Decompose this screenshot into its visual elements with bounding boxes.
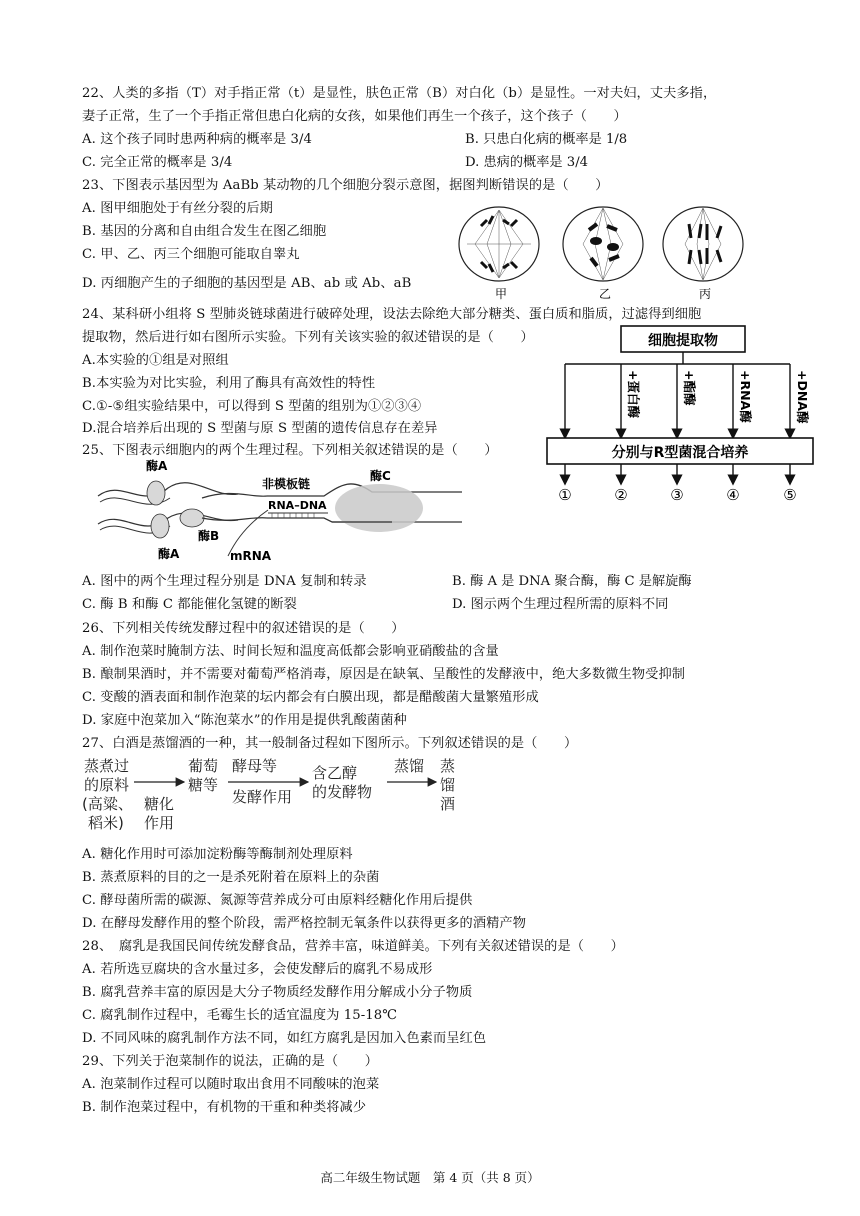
cell-label-bing: 丙 [699,287,712,301]
q28-option-d: D. 不同风味的腐乳制作方法不同，如红方腐乳是因加入色素而呈红色 [82,1031,487,1046]
q22-stem-line1: 22、人类的多指（T）对手指正常（t）是显性，肤色正常（B）对白化（b）是显性。一对夫妇，丈夫多指， [82,86,717,101]
q23-option-d: D. 丙细胞产生的子细胞的基因型是 AB、ab 或 Ab、aB [82,276,412,291]
q25-option-b: B. 酶 A 是 DNA 聚合酶，酶 C 是解旋酶 [452,574,692,589]
flow-raw-2: 的原料 [84,776,130,794]
enzyme-a-top [147,481,165,505]
flow-raw-4: 稻米) [88,814,124,832]
flow-raw-3: (高粱、 [82,795,133,813]
enzyme-b [180,509,204,527]
q24-option-a: A.本实验的①组是对照组 [82,353,229,368]
cell-label-jia: 甲 [495,287,508,301]
q23-option-b: B. 基因的分离和自由组合发生在图乙细胞 [82,224,327,239]
label-mrna: mRNA [230,549,272,563]
q28-option-b: B. 腐乳营养丰富的原因是大分子物质经发酵作用分解成小分子物质 [82,985,473,1000]
flow-ferment-1: 含乙醇 [312,764,358,782]
q28-stem: 28、 腐乳是我国民间传统发酵食品，营养丰富，味道鲜美。下列有关叙述错误的是（ ） [82,939,624,954]
cell-bing [663,207,743,281]
cell-jia [459,207,539,281]
flow-yeast-1: 酵母等 [232,757,278,775]
label-enzyme-a-bottom: 酶A [158,547,180,561]
q22-option-b: B. 只患白化病的概率是 1/8 [465,132,628,147]
label-enzyme-a-top: 酶A [146,459,168,473]
q25-stem: 25、下图表示细胞内的两个生理过程。下列相关叙述错误的是（ ） [82,443,498,458]
culture-label: 分别与R型菌混合培养 [611,445,749,461]
q26-option-b: B. 酿制果酒时，并不需要对葡萄严格消毒，原因是在缺氧、呈酸性的发酵液中，绝大多数微生物受抑制 [82,667,686,682]
experiment-diagram [545,322,817,512]
q27-option-a: A. 糖化作用时可添加淀粉酶等酶制剂处理原料 [82,847,353,862]
q24-option-d: D.混合培养后出现的 S 型菌与原 S 型菌的遗传信息存在差异 [82,421,438,436]
flow-raw-1: 蒸煮过 [84,757,130,775]
q24-stem-line1: 24、某科研小组将 S 型肺炎链球菌进行破碎处理，设法去除绝大部分糖类、蛋白质和脂质，过滤得到细胞 [82,307,702,322]
flow-glucose-2: 糖等 [188,776,219,794]
q22-stem-line2: 妻子正常，生了一个手指正常但患白化病的女孩，如果他们再生一个孩子，这个孩子（ ） [82,109,627,124]
flow-sacch-2: 作用 [144,814,175,832]
enzyme-label-esterase: +酯酶 [682,370,697,406]
q24-option-b: B.本实验为对比实验，利用了酶具有高效性的特性 [82,376,376,391]
cell-yi [563,207,643,281]
q27-stem: 27、白酒是蒸馏酒的一种，其一般制备过程如下图所示。下列叙述错误的是（ ） [82,736,578,751]
enzyme-a-bottom [151,514,169,538]
flow-yeast-2: 发酵作用 [232,788,293,806]
q24-option-c: C.①-⑤组实验结果中，可以得到 S 型菌的组别为①②③④ [82,399,422,414]
flow-ferment-2: 的发酵物 [312,783,373,801]
enzyme-c [335,484,423,532]
flow-distill: 蒸馏 [394,757,425,775]
q26-stem: 26、下列相关传统发酵过程中的叙述错误的是（ ） [82,621,405,636]
flow-liquor-2: 馏 [440,776,456,794]
q22-option-a: A. 这个孩子同时患两种病的概率是 3/4 [82,132,313,147]
flow-sacch-1: 糖化 [144,795,175,813]
cell-label-yi: 乙 [599,287,612,301]
label-nontemplate-strand: 非模板链 [262,477,311,491]
q22-option-d: D. 患病的概率是 3/4 [465,155,589,170]
q24-stem-line2: 提取物，然后进行如右图所示实验。下列有关该实验的叙述错误的是（ ） [82,330,534,345]
flow-glucose-1: 葡萄 [188,757,219,775]
q27-option-d: D. 在酵母发酵作用的整个阶段，需严格控制无氧条件以获得更多的酒精产物 [82,916,526,931]
label-rna-dna: RNA–DNA [268,499,327,512]
q29-stem: 29、下列关于泡菜制作的说法，正确的是（ ） [82,1054,379,1069]
q22-option-c: C. 完全正常的概率是 3/4 [82,155,233,170]
page-footer: 高二年级生物试题 第 4 页（共 8 页） [320,1170,540,1185]
enzyme-label-rnase: +RNA酶 [738,370,753,423]
group-label-5: ⑤ [783,486,797,504]
group-label-4: ④ [726,486,740,504]
q23-option-a: A. 图甲细胞处于有丝分裂的后期 [82,201,273,216]
flow-liquor-1: 蒸 [440,757,456,775]
q25-option-a: A. 图中的两个生理过程分别是 DNA 复制和转录 [82,574,367,589]
q27-option-c: C. 酵母菌所需的碳源、氮源等营养成分可由原料经糖化作用后提供 [82,893,473,908]
q27-option-b: B. 蒸煮原料的目的之一是杀死附着在原料上的杂菌 [82,870,380,885]
group-label-2: ② [614,486,628,504]
q26-option-a: A. 制作泡菜时腌制方法、时间长短和温度高低都会影响亚硝酸盐的含量 [82,644,499,659]
enzyme-label-protease: +蛋白酶 [626,370,641,418]
group-label-3: ③ [670,486,684,504]
q29-option-b: B. 制作泡菜过程中，有机物的干重和种类将减少 [82,1100,367,1115]
cell-division-diagram [455,198,755,302]
replication-transcription-diagram [92,458,462,568]
q23-stem: 23、下图表示基因型为 AaBb 某动物的几个细胞分裂示意图，据图判断错误的是（ ） [82,178,609,193]
group-label-1: ① [558,486,572,504]
q25-option-d: D. 图示两个生理过程所需的原料不同 [452,597,669,612]
extract-label: 细胞提取物 [648,333,718,349]
q26-option-c: C. 变酸的酒表面和制作泡菜的坛内都会有白膜出现，都是醋酸菌大量繁殖形成 [82,690,539,705]
q28-option-c: C. 腐乳制作过程中，毛霉生长的适宜温度为 15-18℃ [82,1008,398,1023]
label-enzyme-b: 酶B [198,529,220,543]
q29-option-a: A. 泡菜制作过程可以随时取出食用不同酸味的泡菜 [82,1077,380,1092]
liquor-flow-diagram [82,756,456,836]
q23-option-c: C. 甲、乙、丙三个细胞可能取自睾丸 [82,247,300,262]
q26-option-d: D. 家庭中泡菜加入“陈泡菜水”的作用是提供乳酸菌菌种 [82,713,407,728]
label-enzyme-c: 酶C [370,469,391,483]
flow-liquor-3: 酒 [440,795,456,813]
q28-option-a: A. 若所选豆腐块的含水量过多，会使发酵后的腐乳不易成形 [82,962,433,977]
q25-option-c: C. 酶 B 和酶 C 都能催化氢键的断裂 [82,597,297,612]
enzyme-label-dnase: +DNA酶 [795,370,810,424]
